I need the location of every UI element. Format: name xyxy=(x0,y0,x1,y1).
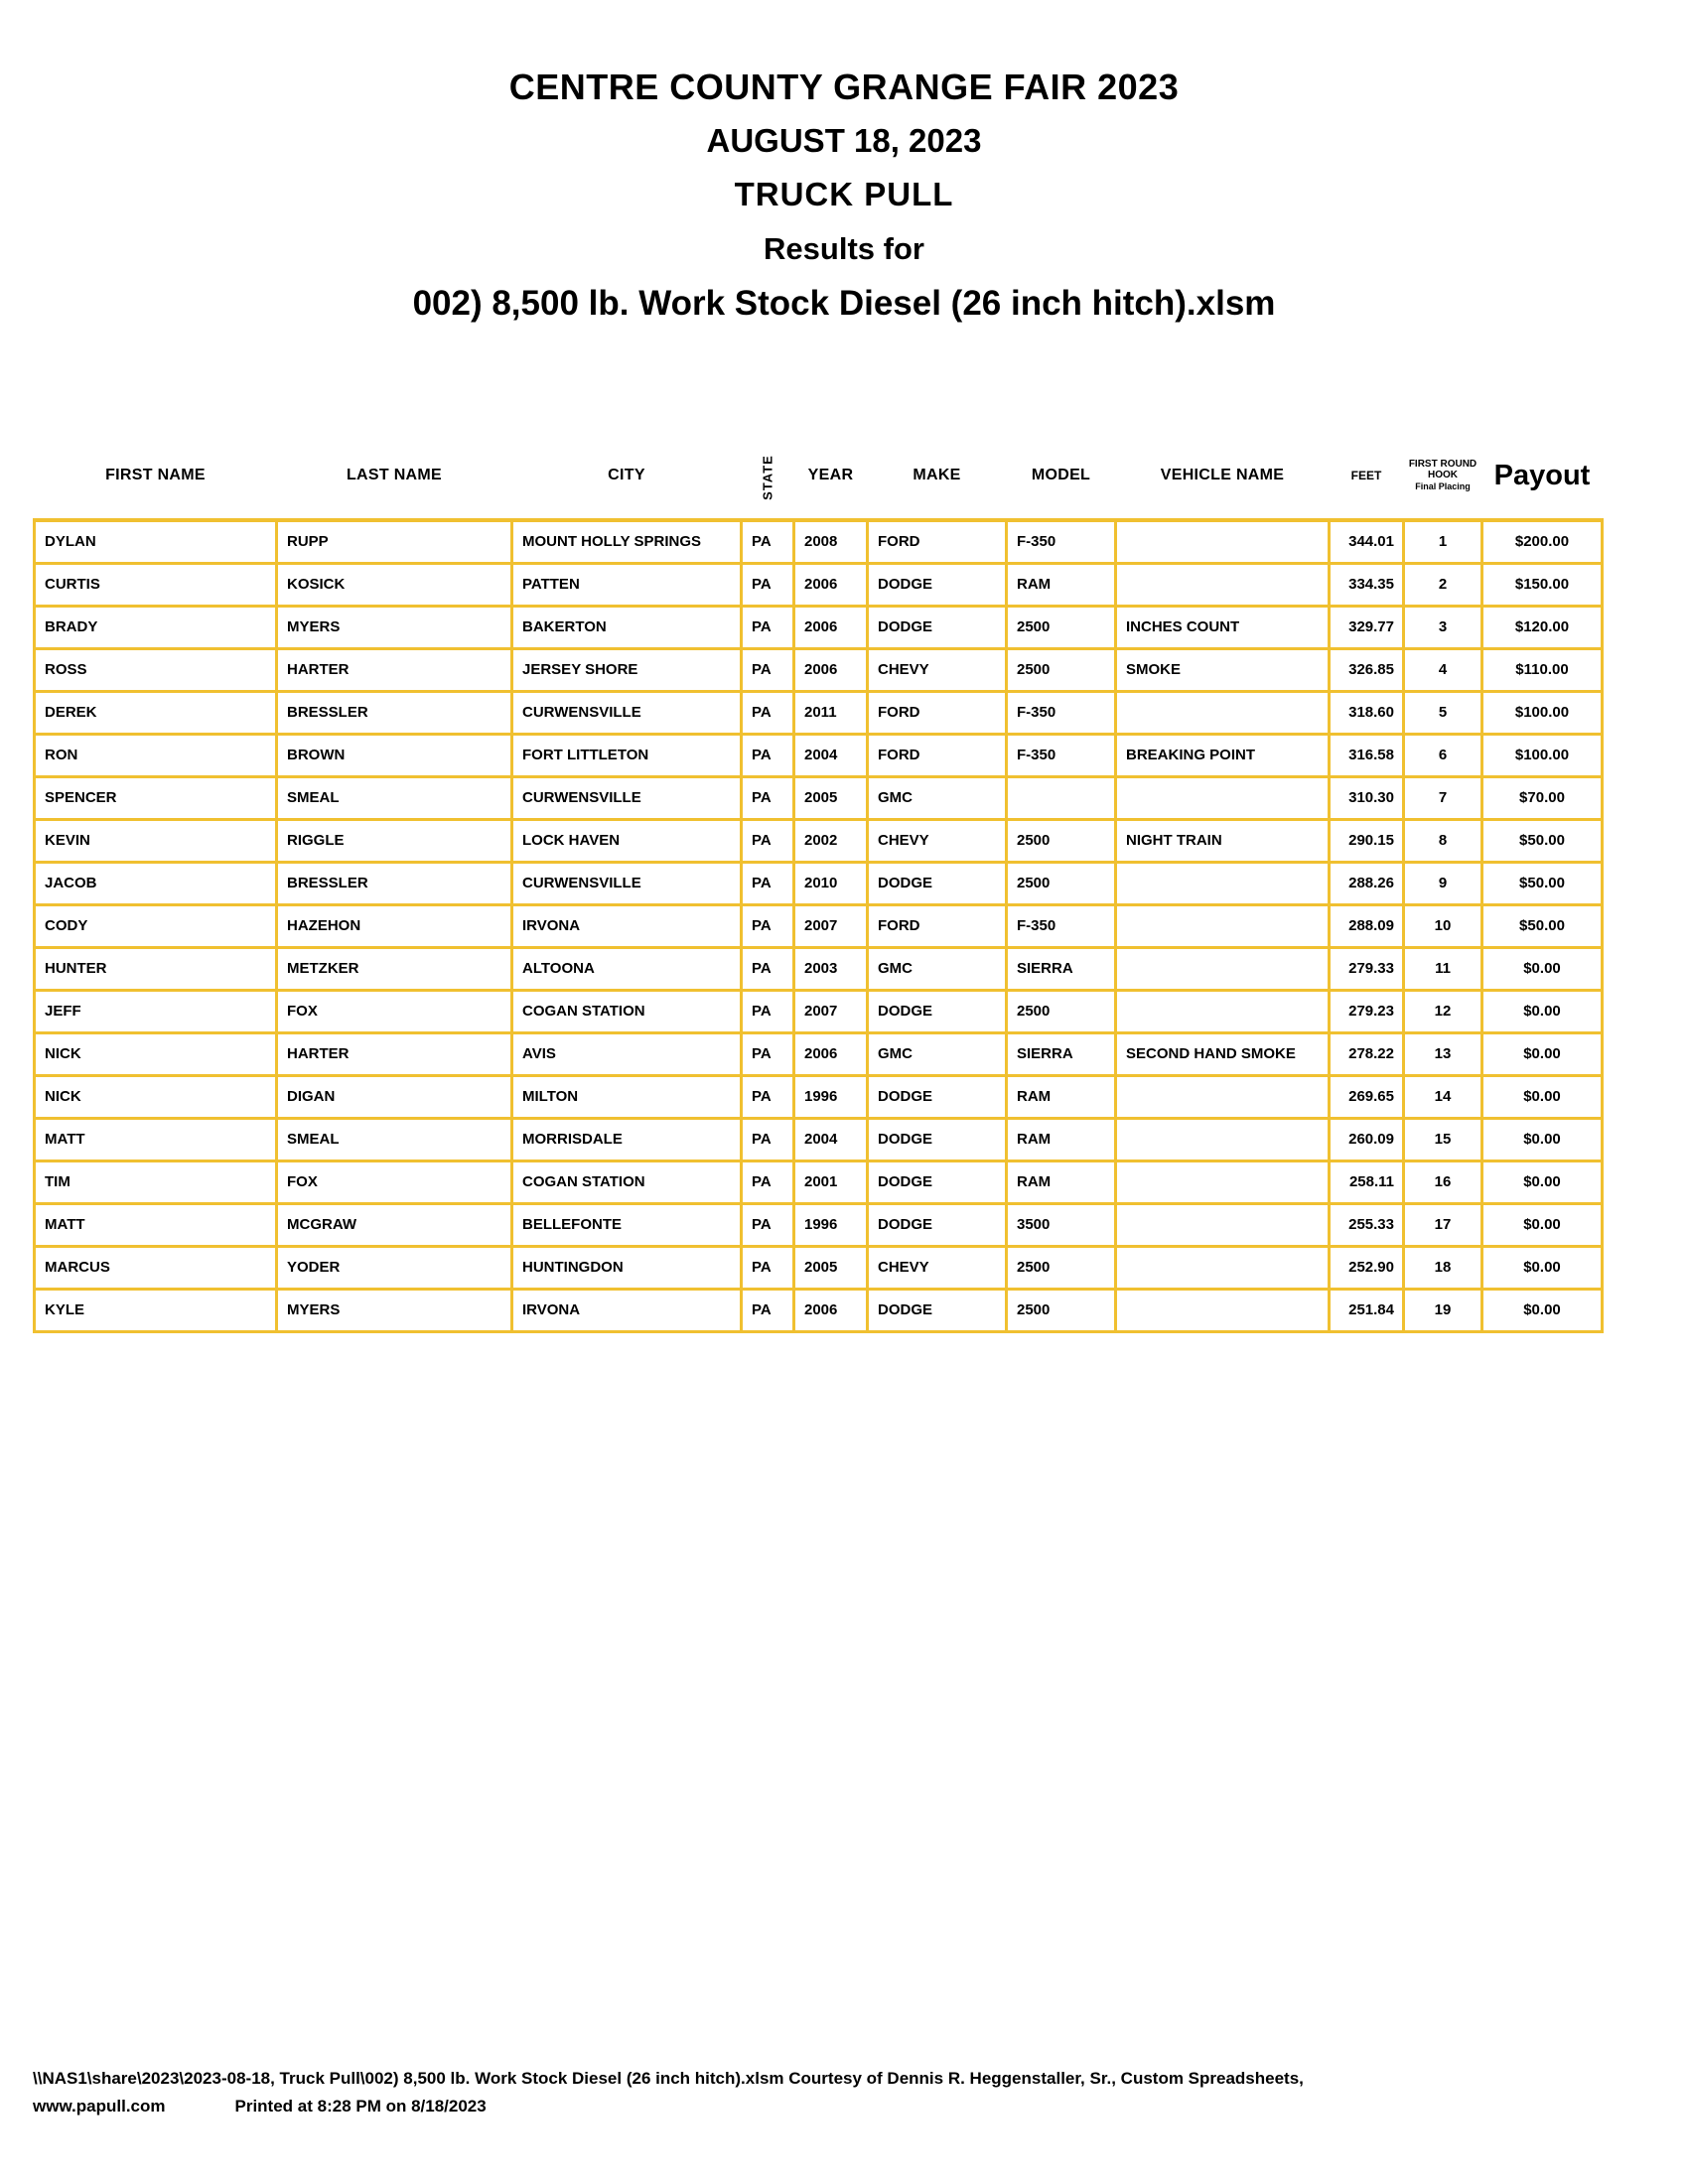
table-row xyxy=(35,1203,1603,1246)
cell-first: JACOB xyxy=(35,862,277,904)
results-for-label: Results for xyxy=(764,231,924,266)
cell-feet: 255.33 xyxy=(1330,1203,1404,1246)
col-header-city: CITY xyxy=(512,433,742,520)
cell-first: MARCUS xyxy=(35,1246,277,1289)
cell-hook: 3 xyxy=(1404,606,1482,648)
table-row xyxy=(35,1118,1603,1160)
cell-feet: 260.09 xyxy=(1330,1118,1404,1160)
cell-payout: $0.00 xyxy=(1482,990,1603,1032)
cell-city: MOUNT HOLLY SPRINGS xyxy=(512,520,742,563)
cell-city: AVIS xyxy=(512,1032,742,1075)
cell-payout: $0.00 xyxy=(1482,1246,1603,1289)
cell-model: RAM xyxy=(1007,1160,1116,1203)
cell-last: YODER xyxy=(277,1246,512,1289)
cell-feet: 279.23 xyxy=(1330,990,1404,1032)
cell-vehicle xyxy=(1116,1289,1330,1331)
cell-feet: 290.15 xyxy=(1330,819,1404,862)
results-tbody xyxy=(35,520,1603,1331)
table-row xyxy=(35,734,1603,776)
cell-feet: 278.22 xyxy=(1330,1032,1404,1075)
cell-feet: 334.35 xyxy=(1330,563,1404,606)
table-row xyxy=(35,648,1603,691)
cell-vehicle xyxy=(1116,1160,1330,1203)
cell-state: PA xyxy=(742,819,794,862)
cell-year: 2006 xyxy=(794,563,868,606)
table-row xyxy=(35,1075,1603,1118)
footer-website: www.papull.com xyxy=(33,2097,166,2116)
cell-first: NICK xyxy=(35,1075,277,1118)
document-footer xyxy=(33,2065,1304,2120)
cell-payout: $200.00 xyxy=(1482,520,1603,563)
table-row xyxy=(35,520,1603,563)
cell-vehicle xyxy=(1116,520,1330,563)
footer-printed-timestamp: Printed at 8:28 PM on 8/18/2023 xyxy=(234,2097,487,2116)
cell-make: DODGE xyxy=(868,990,1007,1032)
cell-payout: $70.00 xyxy=(1482,776,1603,819)
cell-city: CURWENSVILLE xyxy=(512,862,742,904)
col-header-make: MAKE xyxy=(868,433,1007,520)
cell-first: DYLAN xyxy=(35,520,277,563)
page-title: CENTRE COUNTY GRANGE FAIR 2023 xyxy=(508,67,1180,107)
cell-vehicle: INCHES COUNT xyxy=(1116,606,1330,648)
cell-model: 2500 xyxy=(1007,1246,1116,1289)
cell-state: PA xyxy=(742,776,794,819)
cell-city: FORT LITTLETON xyxy=(512,734,742,776)
cell-first: KYLE xyxy=(35,1289,277,1331)
cell-year: 2006 xyxy=(794,606,868,648)
cell-make: GMC xyxy=(868,776,1007,819)
cell-make: CHEVY xyxy=(868,648,1007,691)
cell-last: MYERS xyxy=(277,606,512,648)
cell-city: PATTEN xyxy=(512,563,742,606)
cell-year: 2005 xyxy=(794,1246,868,1289)
cell-make: DODGE xyxy=(868,606,1007,648)
cell-city: COGAN STATION xyxy=(512,990,742,1032)
cell-year: 2010 xyxy=(794,862,868,904)
cell-feet: 316.58 xyxy=(1330,734,1404,776)
cell-model: F-350 xyxy=(1007,904,1116,947)
cell-vehicle xyxy=(1116,990,1330,1032)
cell-vehicle xyxy=(1116,1118,1330,1160)
cell-year: 2004 xyxy=(794,1118,868,1160)
table-row xyxy=(35,1289,1603,1331)
cell-state: PA xyxy=(742,862,794,904)
cell-feet: 329.77 xyxy=(1330,606,1404,648)
cell-make: DODGE xyxy=(868,862,1007,904)
cell-model: 2500 xyxy=(1007,648,1116,691)
cell-hook: 10 xyxy=(1404,904,1482,947)
cell-hook: 14 xyxy=(1404,1075,1482,1118)
cell-year: 2002 xyxy=(794,819,868,862)
cell-last: KOSICK xyxy=(277,563,512,606)
cell-feet: 288.26 xyxy=(1330,862,1404,904)
cell-model: RAM xyxy=(1007,1075,1116,1118)
cell-payout: $0.00 xyxy=(1482,1032,1603,1075)
cell-state: PA xyxy=(742,904,794,947)
cell-state: PA xyxy=(742,1032,794,1075)
cell-first: BRADY xyxy=(35,606,277,648)
cell-first: JEFF xyxy=(35,990,277,1032)
cell-payout: $0.00 xyxy=(1482,1118,1603,1160)
cell-feet: 252.90 xyxy=(1330,1246,1404,1289)
cell-model: 2500 xyxy=(1007,1289,1116,1331)
cell-hook: 13 xyxy=(1404,1032,1482,1075)
cell-feet: 288.09 xyxy=(1330,904,1404,947)
cell-model: 2500 xyxy=(1007,990,1116,1032)
cell-state: PA xyxy=(742,691,794,734)
cell-state: PA xyxy=(742,648,794,691)
cell-vehicle: SMOKE xyxy=(1116,648,1330,691)
cell-make: FORD xyxy=(868,734,1007,776)
table-row xyxy=(35,563,1603,606)
cell-make: DODGE xyxy=(868,1160,1007,1203)
cell-model: 2500 xyxy=(1007,819,1116,862)
class-filename: 002) 8,500 lb. Work Stock Diesel (26 inch hitch).xlsm xyxy=(412,284,1276,323)
cell-vehicle xyxy=(1116,691,1330,734)
cell-feet: 258.11 xyxy=(1330,1160,1404,1203)
cell-last: SMEAL xyxy=(277,776,512,819)
cell-city: IRVONA xyxy=(512,1289,742,1331)
cell-vehicle: NIGHT TRAIN xyxy=(1116,819,1330,862)
cell-year: 2004 xyxy=(794,734,868,776)
cell-city: HUNTINGDON xyxy=(512,1246,742,1289)
cell-state: PA xyxy=(742,1289,794,1331)
cell-model: F-350 xyxy=(1007,734,1116,776)
cell-feet: 279.33 xyxy=(1330,947,1404,990)
cell-payout: $0.00 xyxy=(1482,1075,1603,1118)
table-row xyxy=(35,990,1603,1032)
cell-city: MORRISDALE xyxy=(512,1118,742,1160)
header-row xyxy=(35,433,1603,520)
cell-model: F-350 xyxy=(1007,520,1116,563)
footer-line2 xyxy=(33,2093,1304,2120)
cell-payout: $150.00 xyxy=(1482,563,1603,606)
cell-hook: 1 xyxy=(1404,520,1482,563)
cell-last: BROWN xyxy=(277,734,512,776)
cell-last: METZKER xyxy=(277,947,512,990)
cell-payout: $100.00 xyxy=(1482,691,1603,734)
cell-year: 1996 xyxy=(794,1075,868,1118)
cell-city: CURWENSVILLE xyxy=(512,691,742,734)
cell-vehicle xyxy=(1116,1203,1330,1246)
col-header-feet: FEET xyxy=(1330,433,1404,520)
col-header-last-name: LAST NAME xyxy=(277,433,512,520)
cell-last: HARTER xyxy=(277,648,512,691)
cell-first: RON xyxy=(35,734,277,776)
cell-model: SIERRA xyxy=(1007,1032,1116,1075)
cell-model xyxy=(1007,776,1116,819)
table-row xyxy=(35,819,1603,862)
cell-last: MCGRAW xyxy=(277,1203,512,1246)
cell-payout: $0.00 xyxy=(1482,1160,1603,1203)
cell-last: FOX xyxy=(277,990,512,1032)
table-row xyxy=(35,947,1603,990)
cell-payout: $0.00 xyxy=(1482,1289,1603,1331)
cell-last: SMEAL xyxy=(277,1118,512,1160)
cell-feet: 318.60 xyxy=(1330,691,1404,734)
cell-year: 2011 xyxy=(794,691,868,734)
cell-feet: 344.01 xyxy=(1330,520,1404,563)
cell-hook: 7 xyxy=(1404,776,1482,819)
cell-payout: $50.00 xyxy=(1482,904,1603,947)
cell-vehicle xyxy=(1116,862,1330,904)
cell-state: PA xyxy=(742,990,794,1032)
cell-year: 2006 xyxy=(794,648,868,691)
cell-model: F-350 xyxy=(1007,691,1116,734)
cell-city: LOCK HAVEN xyxy=(512,819,742,862)
cell-payout: $100.00 xyxy=(1482,734,1603,776)
cell-city: BELLEFONTE xyxy=(512,1203,742,1246)
hook-header-line3: Final Placing xyxy=(1415,480,1471,491)
cell-make: DODGE xyxy=(868,1118,1007,1160)
cell-last: BRESSLER xyxy=(277,691,512,734)
cell-city: BAKERTON xyxy=(512,606,742,648)
cell-last: DIGAN xyxy=(277,1075,512,1118)
col-header-hook-placing xyxy=(1404,433,1482,520)
cell-year: 2006 xyxy=(794,1032,868,1075)
cell-feet: 251.84 xyxy=(1330,1289,1404,1331)
cell-state: PA xyxy=(742,1246,794,1289)
cell-hook: 18 xyxy=(1404,1246,1482,1289)
cell-state: PA xyxy=(742,1203,794,1246)
results-table xyxy=(33,433,1604,1333)
cell-make: DODGE xyxy=(868,1075,1007,1118)
cell-vehicle xyxy=(1116,904,1330,947)
table-row xyxy=(35,904,1603,947)
cell-last: RIGGLE xyxy=(277,819,512,862)
cell-hook: 11 xyxy=(1404,947,1482,990)
cell-state: PA xyxy=(742,1118,794,1160)
cell-make: GMC xyxy=(868,947,1007,990)
cell-make: FORD xyxy=(868,691,1007,734)
cell-hook: 17 xyxy=(1404,1203,1482,1246)
cell-state: PA xyxy=(742,947,794,990)
hook-header-line1: FIRST ROUND xyxy=(1408,458,1477,470)
cell-first: MATT xyxy=(35,1118,277,1160)
cell-first: ROSS xyxy=(35,648,277,691)
cell-city: COGAN STATION xyxy=(512,1160,742,1203)
cell-payout: $0.00 xyxy=(1482,1203,1603,1246)
cell-hook: 8 xyxy=(1404,819,1482,862)
table-row xyxy=(35,776,1603,819)
cell-first: MATT xyxy=(35,1203,277,1246)
cell-hook: 19 xyxy=(1404,1289,1482,1331)
cell-hook: 9 xyxy=(1404,862,1482,904)
cell-feet: 310.30 xyxy=(1330,776,1404,819)
col-header-vehicle-name: VEHICLE NAME xyxy=(1116,433,1330,520)
cell-state: PA xyxy=(742,520,794,563)
table-row xyxy=(35,1246,1603,1289)
table-row xyxy=(35,691,1603,734)
cell-vehicle xyxy=(1116,776,1330,819)
cell-first: CURTIS xyxy=(35,563,277,606)
cell-model: RAM xyxy=(1007,563,1116,606)
cell-city: JERSEY SHORE xyxy=(512,648,742,691)
event-date: AUGUST 18, 2023 xyxy=(706,122,982,159)
cell-vehicle xyxy=(1116,563,1330,606)
cell-state: PA xyxy=(742,734,794,776)
table-row xyxy=(35,862,1603,904)
cell-year: 2001 xyxy=(794,1160,868,1203)
state-vertical-label: STATE xyxy=(760,454,775,500)
cell-payout: $110.00 xyxy=(1482,648,1603,691)
cell-make: DODGE xyxy=(868,1289,1007,1331)
cell-last: HAZEHON xyxy=(277,904,512,947)
col-header-first-name: FIRST NAME xyxy=(35,433,277,520)
cell-feet: 326.85 xyxy=(1330,648,1404,691)
cell-first: DEREK xyxy=(35,691,277,734)
cell-year: 2006 xyxy=(794,1289,868,1331)
document-header xyxy=(0,60,1688,332)
cell-year: 2007 xyxy=(794,990,868,1032)
cell-model: 3500 xyxy=(1007,1203,1116,1246)
cell-make: GMC xyxy=(868,1032,1007,1075)
cell-make: DODGE xyxy=(868,563,1007,606)
cell-vehicle xyxy=(1116,1075,1330,1118)
cell-city: ALTOONA xyxy=(512,947,742,990)
cell-state: PA xyxy=(742,1160,794,1203)
cell-model: 2500 xyxy=(1007,606,1116,648)
cell-make: CHEVY xyxy=(868,819,1007,862)
cell-hook: 5 xyxy=(1404,691,1482,734)
cell-model: 2500 xyxy=(1007,862,1116,904)
cell-vehicle: BREAKING POINT xyxy=(1116,734,1330,776)
cell-payout: $50.00 xyxy=(1482,862,1603,904)
cell-first: TIM xyxy=(35,1160,277,1203)
cell-year: 2008 xyxy=(794,520,868,563)
cell-payout: $50.00 xyxy=(1482,819,1603,862)
cell-first: HUNTER xyxy=(35,947,277,990)
cell-city: IRVONA xyxy=(512,904,742,947)
cell-first: NICK xyxy=(35,1032,277,1075)
footer-file-path: \\NAS1\share\2023\2023-08-18, Truck Pull\002) 8,500 lb. Work Stock Diesel (26 inch hitch).xlsm Courtesy of Dennis R. Heggenstaller, Sr., Custom Spreadsheets, xyxy=(33,2069,1304,2088)
cell-hook: 12 xyxy=(1404,990,1482,1032)
cell-vehicle: SECOND HAND SMOKE xyxy=(1116,1032,1330,1075)
cell-state: PA xyxy=(742,563,794,606)
cell-last: MYERS xyxy=(277,1289,512,1331)
cell-hook: 2 xyxy=(1404,563,1482,606)
cell-year: 1996 xyxy=(794,1203,868,1246)
cell-vehicle xyxy=(1116,947,1330,990)
cell-feet: 269.65 xyxy=(1330,1075,1404,1118)
col-header-year: YEAR xyxy=(794,433,868,520)
event-name: TRUCK PULL xyxy=(734,176,954,212)
cell-make: FORD xyxy=(868,520,1007,563)
cell-hook: 4 xyxy=(1404,648,1482,691)
cell-year: 2003 xyxy=(794,947,868,990)
col-header-state xyxy=(742,433,794,520)
cell-payout: $120.00 xyxy=(1482,606,1603,648)
cell-last: FOX xyxy=(277,1160,512,1203)
cell-year: 2005 xyxy=(794,776,868,819)
cell-make: DODGE xyxy=(868,1203,1007,1246)
cell-payout: $0.00 xyxy=(1482,947,1603,990)
cell-city: MILTON xyxy=(512,1075,742,1118)
cell-first: CODY xyxy=(35,904,277,947)
cell-make: CHEVY xyxy=(868,1246,1007,1289)
table-row xyxy=(35,606,1603,648)
cell-year: 2007 xyxy=(794,904,868,947)
cell-model: SIERRA xyxy=(1007,947,1116,990)
cell-last: BRESSLER xyxy=(277,862,512,904)
hook-header-line2: HOOK xyxy=(1428,470,1458,481)
col-header-model: MODEL xyxy=(1007,433,1116,520)
cell-first: KEVIN xyxy=(35,819,277,862)
cell-vehicle xyxy=(1116,1246,1330,1289)
cell-hook: 6 xyxy=(1404,734,1482,776)
cell-last: HARTER xyxy=(277,1032,512,1075)
cell-first: SPENCER xyxy=(35,776,277,819)
cell-last: RUPP xyxy=(277,520,512,563)
cell-hook: 15 xyxy=(1404,1118,1482,1160)
cell-state: PA xyxy=(742,1075,794,1118)
table-row xyxy=(35,1032,1603,1075)
cell-state: PA xyxy=(742,606,794,648)
cell-city: CURWENSVILLE xyxy=(512,776,742,819)
cell-model: RAM xyxy=(1007,1118,1116,1160)
cell-make: FORD xyxy=(868,904,1007,947)
col-header-payout: Payout xyxy=(1482,433,1603,520)
cell-hook: 16 xyxy=(1404,1160,1482,1203)
table-row xyxy=(35,1160,1603,1203)
